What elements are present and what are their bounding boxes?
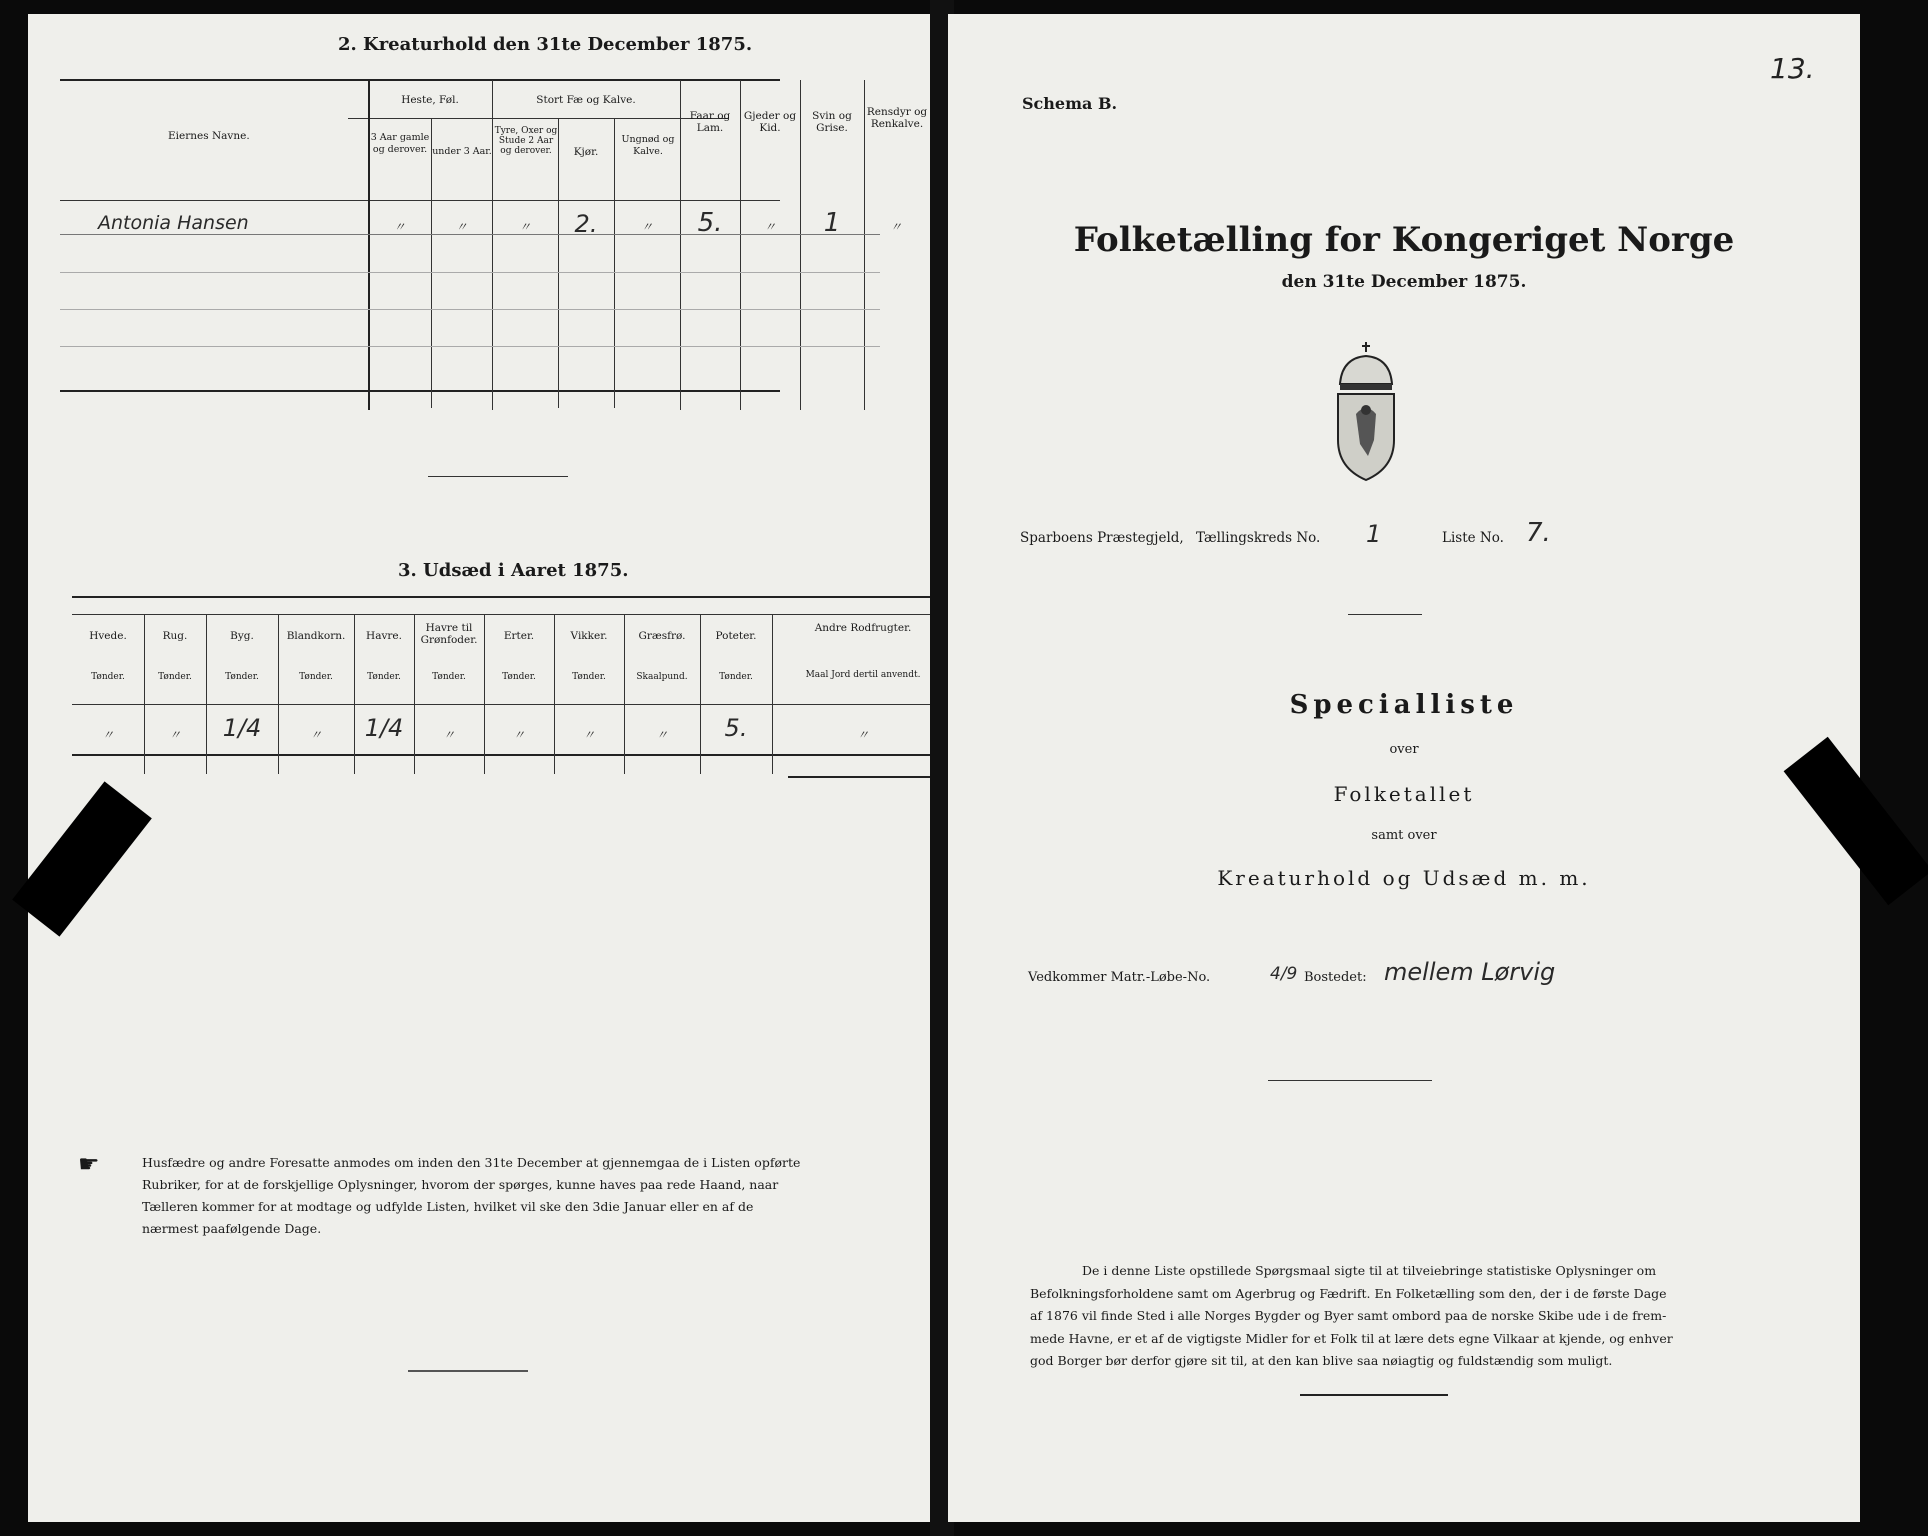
table-rule (864, 80, 865, 410)
table-rule (60, 272, 880, 273)
udsaed-value: 〃 (582, 728, 595, 742)
paragraph-line: mede Havne, er et af de vigtigste Midler for et Folk til at lære dets egne Vilkaar at kjende, og enhver (1030, 1330, 1673, 1346)
notice-line: Tælleren kommer for at modtage og udfylde Listen, hvilket vil ske den 3die Januar eller en af de (142, 1199, 754, 1214)
table-rule (60, 200, 780, 201)
table-rule (414, 614, 415, 774)
udsaed-value: 1/4 (364, 714, 404, 742)
udsaed-title: 3. Udsæd i Aaret 1875. (398, 560, 629, 581)
col-svin: Svin og Grise. (812, 110, 852, 134)
value-under3: 〃 (455, 220, 468, 234)
udsaed-col-unit: Tønder. (719, 672, 753, 682)
value-tyre: 〃 (518, 220, 531, 234)
table-rule (484, 614, 485, 774)
udsaed-col-header: Havre. (366, 630, 402, 642)
separator (1268, 1080, 1432, 1081)
col-gjeder: Gjeder og Kid. (743, 110, 797, 134)
table-rule (144, 614, 145, 774)
over-label: over (1389, 742, 1419, 757)
right-page (948, 14, 1860, 1522)
paragraph-line: De i denne Liste opstillede Spørgsmaal sigte til at tilveiebringe statistiske Oplysninger om (1082, 1263, 1657, 1278)
udsaed-col-unit: Tønder. (91, 672, 125, 682)
schema-label: Schema B. (1022, 94, 1118, 113)
table-rule (772, 614, 773, 774)
notice-line: nærmest paafølgende Dage. (142, 1221, 322, 1236)
owner-header: Eiernes Navne. (168, 130, 250, 142)
udsaed-col-unit: Tønder. (158, 672, 192, 682)
table-rule (278, 614, 279, 774)
udsaed-col-header: Andre Rodfrugter. (814, 622, 912, 634)
table-rule (554, 614, 555, 774)
info-paragraph (1030, 1260, 1673, 1373)
kreaturhold-title: 2. Kreaturhold den 31te December 1875. (338, 34, 753, 55)
udsaed-value: 〃 (442, 728, 455, 742)
udsaed-value: 〃 (168, 728, 181, 742)
separator (1348, 614, 1422, 615)
paragraph-line: af 1876 vil finde Sted i alle Norges Bygder og Byer samt ombord paa de norske Skibe ude i de frem- (1030, 1308, 1667, 1323)
table-rule (348, 118, 728, 119)
table-rule (368, 80, 370, 410)
udsaed-value: 〃 (309, 728, 322, 742)
table-rule (60, 346, 880, 347)
census-title: Folketælling for Kongeriget Norge (1073, 220, 1735, 260)
udsaed-col-header: Hvede. (89, 630, 127, 642)
table-rule (60, 79, 780, 81)
col-kjor: Kjør. (573, 146, 599, 158)
table-rule (354, 614, 355, 774)
value-3aar: 〃 (393, 220, 406, 234)
udsaed-col-header: Rug. (162, 630, 188, 642)
value-gjeder: 〃 (763, 220, 776, 234)
udsaed-col-unit: Maal Jord dertil anvendt. (805, 670, 921, 680)
folketallet-label: Folketallet (1333, 782, 1475, 806)
kreaturhold-udsaed-label: Kreaturhold og Udsæd m. m. (1217, 866, 1591, 890)
udsaed-col-unit: Tønder. (299, 672, 333, 682)
table-rule (788, 776, 936, 778)
udsaed-col-header: Vikker. (570, 630, 608, 642)
liste-label: Liste No. (1442, 530, 1504, 546)
value-svin: 1 (823, 208, 841, 238)
udsaed-col-header: Havre til Grønfoder. (420, 622, 478, 646)
table-rule (558, 118, 559, 408)
col-under3: under 3 Aar. (432, 146, 492, 157)
notice-text (142, 1152, 912, 1240)
separator (428, 476, 568, 477)
kreds-label: Tællingskreds No. (1196, 530, 1321, 546)
table-rule (800, 80, 801, 410)
prestegjeld: Sparboens Præstegjeld, (1020, 530, 1184, 546)
udsaed-col-header: Blandkorn. (286, 630, 346, 642)
table-rule (206, 614, 207, 774)
bosted-label: Bostedet: (1304, 970, 1367, 985)
separator (1300, 1394, 1448, 1396)
table-rule (72, 704, 936, 705)
kreds-value: 1 (1366, 520, 1382, 548)
coat-of-arms-icon (1328, 340, 1404, 484)
col-tyre: Tyre, Oxer og Stude 2 Aar og derover. (494, 126, 558, 156)
table-rule (431, 118, 432, 408)
table-rule (614, 118, 615, 408)
value-rensdyr: 〃 (889, 220, 902, 234)
table-rule (492, 80, 493, 410)
udsaed-value: 〃 (655, 728, 668, 742)
udsaed-col-unit: Tønder. (225, 672, 259, 682)
liste-value: 7. (1526, 518, 1551, 548)
page-number: 13. (1770, 52, 1815, 85)
udsaed-col-header: Græsfrø. (638, 630, 686, 642)
owner-name: Antonia Hansen (98, 212, 249, 234)
udsaed-col-unit: Tønder. (367, 672, 401, 682)
bosted-value: mellem Lørvig (1384, 958, 1556, 986)
notice-line: Husfædre og andre Foresatte anmodes om inden den 31te December at gjennemgaa de i Listen opførte (142, 1155, 801, 1170)
separator (408, 1370, 528, 1372)
table-rule (700, 614, 701, 774)
udsaed-col-unit: Tønder. (502, 672, 536, 682)
col-3aar: 3 Aar gamle og derover. (370, 132, 430, 155)
table-rule (60, 390, 780, 392)
paragraph-line: god Borger bør derfor gjøre sit til, at den kan blive saa nøiagtig og fuldstændig som muligt. (1030, 1353, 1613, 1368)
table-rule (72, 754, 936, 756)
heste-header: Heste, Føl. (401, 94, 459, 106)
udsaed-col-header: Byg. (230, 630, 254, 642)
udsaed-value: 〃 (101, 728, 114, 742)
table-rule (72, 596, 936, 598)
udsaed-value: 〃 (512, 728, 525, 742)
value-kjor: 2. (574, 210, 598, 238)
udsaed-col-unit: Skaalpund. (636, 672, 688, 682)
col-faar: Faar og Lam. (689, 110, 731, 134)
stort-fae-header: Stort Fæ og Kalve. (536, 94, 636, 106)
table-rule (72, 614, 936, 615)
paragraph-line: Befolkningsforholdene samt om Agerbrug og Fædrift. En Folketælling som den, der i de første Dage (1030, 1285, 1667, 1301)
value-ungnod: 〃 (640, 220, 653, 234)
table-rule (680, 80, 681, 410)
udsaed-col-unit: Tønder. (432, 672, 466, 682)
col-ungnod: Ungnød og Kalve. (621, 134, 675, 157)
udsaed-col-header: Poteter. (715, 630, 757, 642)
udsaed-col-header: Erter. (503, 630, 535, 642)
udsaed-value: 1/4 (222, 714, 262, 742)
value-faar: 5. (697, 208, 723, 238)
table-rule (740, 80, 741, 410)
pointing-hand-icon: ☛ (78, 1150, 100, 1178)
col-rensdyr: Rensdyr og Renkalve. (866, 106, 928, 130)
matr-label: Vedkommer Matr.-Løbe-No. (1028, 970, 1211, 985)
table-rule (60, 309, 880, 310)
notice-line: Rubriker, for at de forskjellige Oplysninger, hvorom der spørges, kunne haves paa rede Haand, naar (142, 1177, 779, 1192)
specialliste-title: Specialliste (1289, 690, 1519, 720)
matr-value: 4/9 (1270, 964, 1298, 984)
udsaed-value: 〃 (856, 728, 869, 742)
table-rule (624, 614, 625, 774)
left-page (28, 14, 936, 1522)
samt-over-label: samt over (1371, 828, 1437, 843)
census-date: den 31te December 1875. (1281, 272, 1527, 292)
udsaed-value: 5. (724, 714, 748, 742)
udsaed-col-unit: Tønder. (572, 672, 606, 682)
